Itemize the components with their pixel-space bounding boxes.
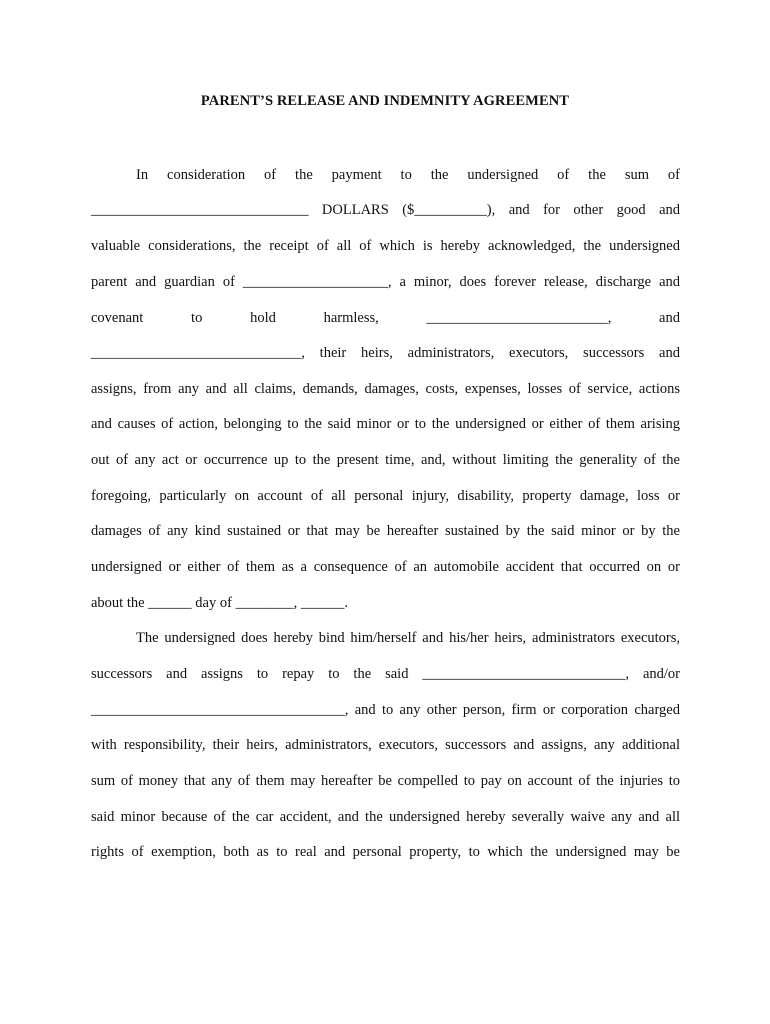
text-line: In consideration of the payment to the undersigned of the sum of bbox=[136, 167, 680, 183]
text-line: undersigned or either of them as a consequence of an automobile accident that occurred on or bbox=[91, 559, 680, 575]
text-line: said minor because of the car accident, and the undersigned hereby severally waive any and all bbox=[91, 809, 680, 825]
text-line: about the ______ day of ________, ______. bbox=[91, 595, 348, 611]
text-line: sum of money that any of them may hereafter be compelled to pay on account of the injuries to bbox=[91, 773, 680, 789]
text-line: ___________________________________, and to any other person, firm or corporation charged bbox=[91, 702, 680, 718]
text-line: parent and guardian of ____________________, a minor, does forever release, discharge and bbox=[91, 274, 680, 290]
text-line: and causes of action, belonging to the said minor or to the undersigned or either of them arising bbox=[91, 416, 680, 432]
text-line: _____________________________, their heirs, administrators, executors, successors and bbox=[91, 345, 680, 361]
text-line: The undersigned does hereby bind him/herself and his/her heirs, administrators executors, bbox=[136, 630, 680, 646]
text-line: foregoing, particularly on account of all personal injury, disability, property damage, loss or bbox=[91, 488, 680, 504]
document-title: PARENT’S RELEASE AND INDEMNITY AGREEMENT bbox=[200, 93, 570, 109]
text-line: successors and assigns to repay to the said ____________________________, and/or bbox=[91, 666, 680, 682]
text-line: with responsibility, their heirs, administrators, executors, successors and assigns, any additional bbox=[91, 737, 680, 753]
text-line: damages of any kind sustained or that may be hereafter sustained by the said minor or by the bbox=[91, 523, 680, 539]
text-line: valuable considerations, the receipt of all of which is hereby acknowledged, the undersigned bbox=[91, 238, 680, 254]
text-line: ______________________________ DOLLARS ($__________), and for other good and bbox=[91, 202, 680, 218]
text-line: rights of exemption, both as to real and personal property, to which the undersigned may be bbox=[91, 844, 680, 860]
text-line: out of any act or occurrence up to the present time, and, without limiting the generality of the bbox=[91, 452, 680, 468]
text-line: covenant to hold harmless, _________________________, and bbox=[91, 310, 680, 326]
text-line: assigns, from any and all claims, demands, damages, costs, expenses, losses of service, actions bbox=[91, 381, 680, 397]
